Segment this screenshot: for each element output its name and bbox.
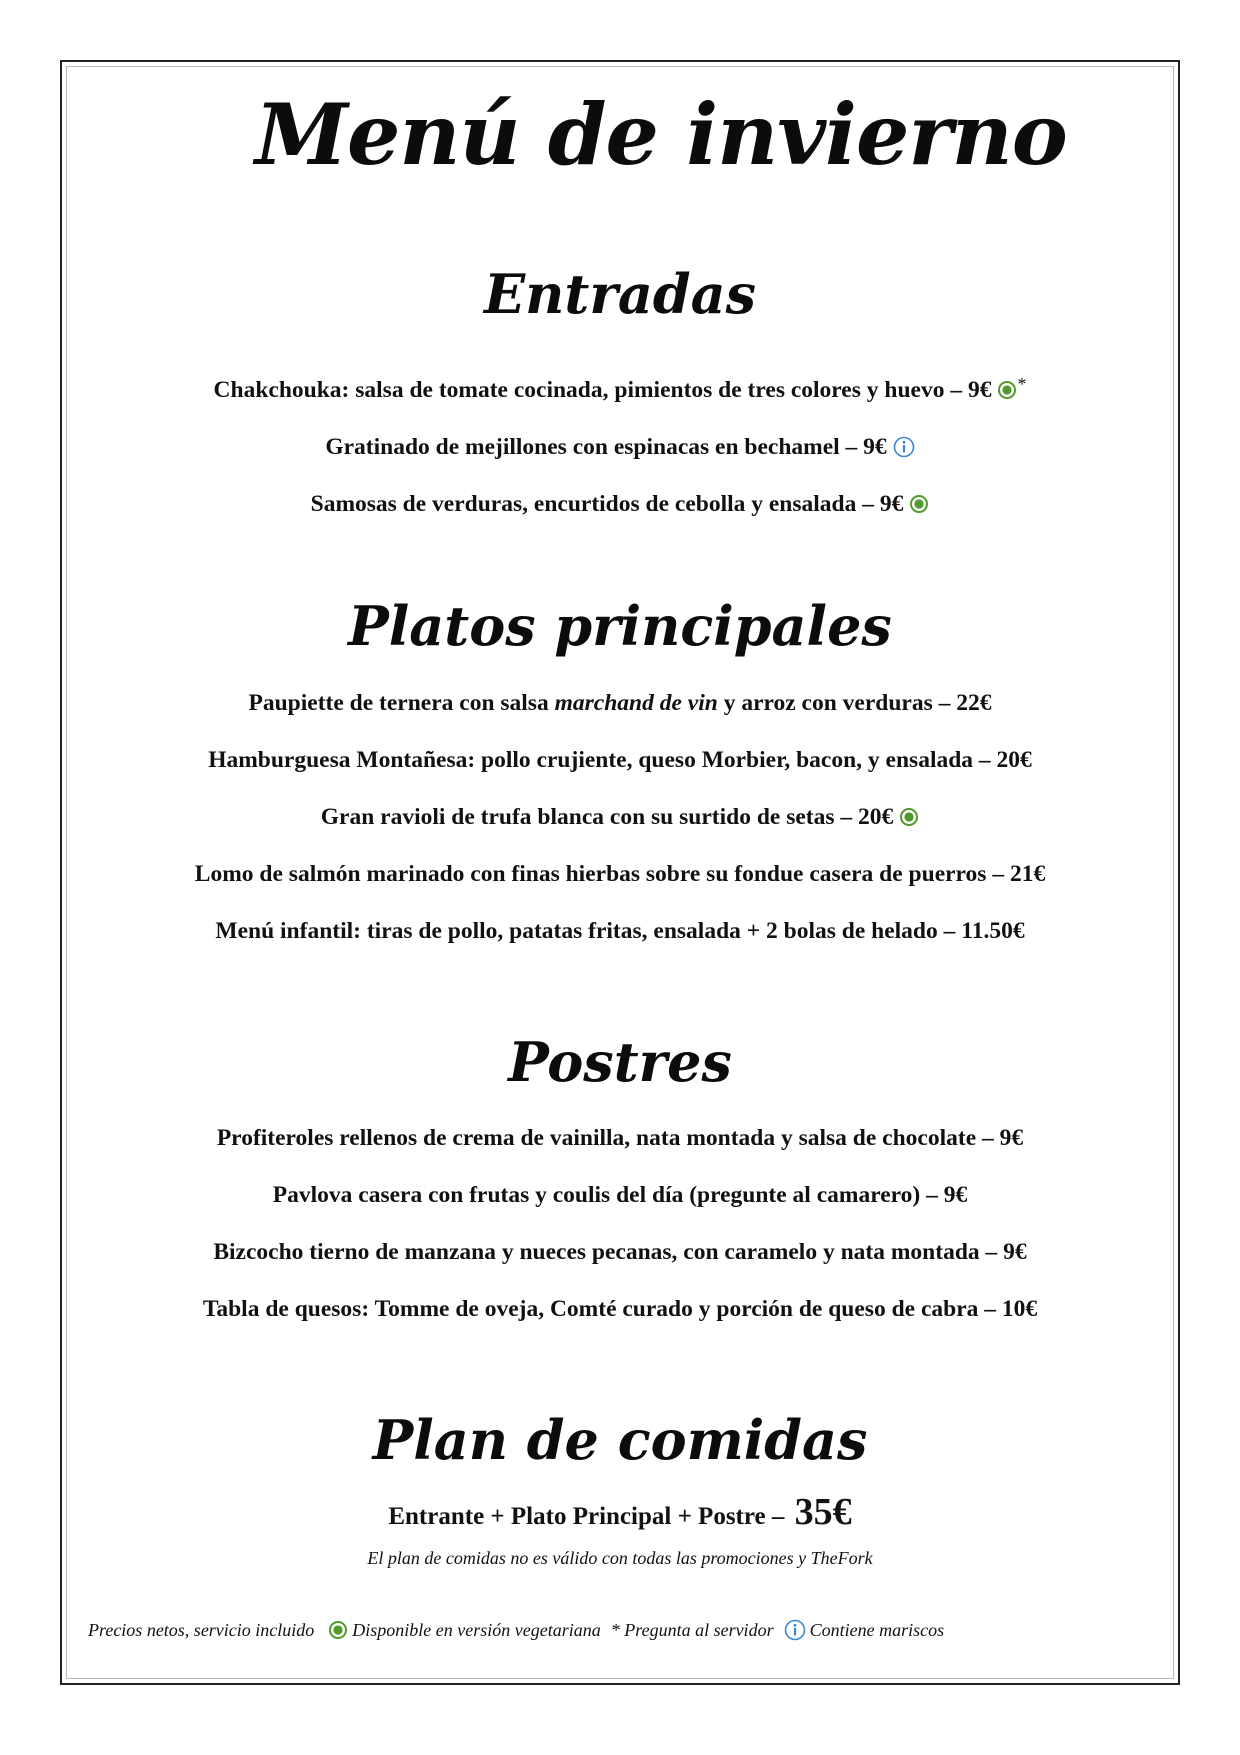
menu-item (60, 476, 1180, 533)
vegetarian-plate-icon (899, 807, 919, 827)
legend-ask-server: * Pregunta al servidor (610, 1620, 774, 1640)
item-text: Gran ravioli de trufa blanca con su surtido de setas – 20€ (320, 804, 894, 830)
meal-plan-note: El plan de comidas no es válido con todas las promociones y TheFork (367, 1548, 873, 1568)
vegetarian-plate-icon (997, 380, 1017, 400)
item-text: Chakchouka: salsa de tomate cocinada, pimientos de tres colores y huevo – 9€ (213, 377, 992, 403)
sauce-name: marchand de vin (554, 690, 718, 716)
item-text: Tabla de quesos: Tomme de oveja, Comté curado y porción de queso de cabra – 10€ (202, 1296, 1038, 1322)
vegetarian-plate-icon (909, 494, 929, 514)
info-icon (893, 436, 915, 458)
item-text: Pavlova casera con frutas y coulis del día (pregunte al camarero) – 9€ (272, 1182, 968, 1208)
section-title-plan: Plan de comidas (372, 1408, 868, 1472)
menu-item (60, 846, 1180, 903)
item-text: Lomo de salmón marinado con finas hierbas sobre su fondue casera de puerros – 21€ (194, 861, 1046, 887)
meal-plan-price: 35€ (794, 1491, 852, 1533)
meal-plan-text: Entrante + Plato Principal + Postre – (388, 1503, 791, 1530)
platos-list (60, 675, 1180, 960)
menu-item (60, 1281, 1180, 1338)
section-title-entradas: Entradas (484, 262, 756, 326)
legend (88, 1620, 944, 1643)
legend-vegetarian: Disponible en versión vegetariana (352, 1620, 601, 1640)
info-icon (784, 1619, 806, 1641)
menu-item (60, 789, 1180, 846)
item-text: Bizcocho tierno de manzana y nueces pecanas, con caramelo y nata montada – 9€ (213, 1239, 1027, 1265)
meal-plan-line (0, 1490, 1240, 1534)
section-title-platos: Platos principales (348, 594, 892, 658)
item-text: y arroz con verduras – 22€ (717, 690, 992, 716)
menu-item (60, 732, 1180, 789)
item-text: Samosas de verduras, encurtidos de cebolla y ensalada – 9€ (310, 491, 904, 517)
menu-item (60, 362, 1180, 419)
legend-prices: Precios netos, servicio incluido (88, 1620, 315, 1640)
legend-shellfish: Contiene mariscos (809, 1620, 945, 1640)
menu-item (60, 1167, 1180, 1224)
item-text: Profiteroles rellenos de crema de vainilla, nata montada y salsa de chocolate – 9€ (216, 1125, 1024, 1151)
postres-list (60, 1110, 1180, 1338)
menu-item (60, 1224, 1180, 1281)
item-text: Hamburguesa Montañesa: pollo crujiente, queso Morbier, bacon, y ensalada – 20€ (208, 747, 1032, 773)
entradas-list (60, 362, 1180, 533)
menu-item (60, 1110, 1180, 1167)
ask-server-mark: * (1017, 374, 1027, 394)
section-title-postres: Postres (508, 1030, 732, 1094)
item-text: Gratinado de mejillones con espinacas en bechamel – 9€ (325, 434, 887, 460)
menu-item (60, 903, 1180, 960)
menu-item (60, 419, 1180, 476)
item-text: Paupiette de ternera con salsa (248, 690, 555, 716)
menu-item (60, 675, 1180, 732)
menu-title: Menú de invierno (255, 85, 1067, 184)
item-text: Menú infantil: tiras de pollo, patatas fritas, ensalada + 2 bolas de helado – 11.50€ (215, 918, 1025, 944)
vegetarian-plate-icon (328, 1620, 348, 1640)
